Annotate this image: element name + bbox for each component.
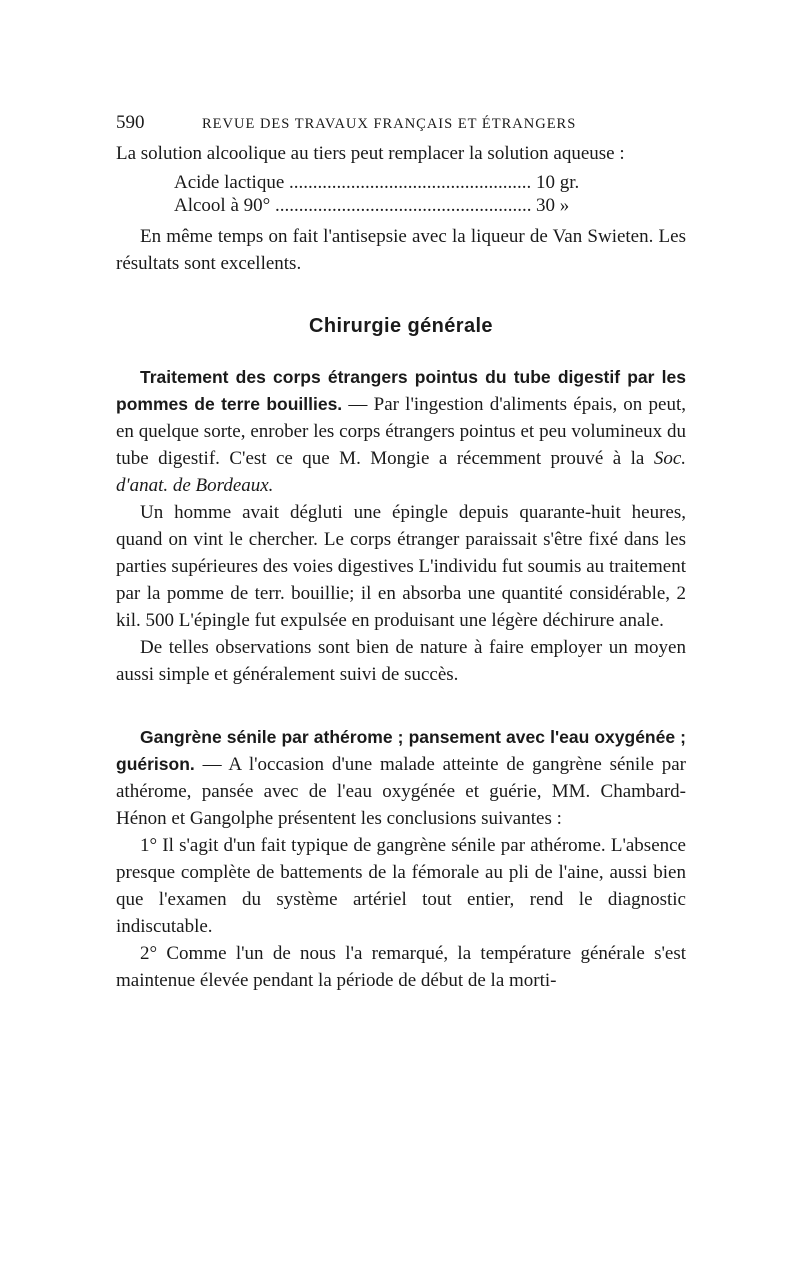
recipe-line: [174, 194, 602, 217]
article-paragraph: 1° Il s'agit d'un fait typique de gangrène sénile par athérome. L'absence presque complète de battements de la fémorale au pli de l'aine, aussi bien que l'examen du système artériel tout entier, rend le diagnostic indiscutable.: [116, 835, 686, 937]
article-text: — A l'occasion d'une malade atteinte de gangrène sénile par athérome, pansée avec de l'eau oxygénée et guérie, MM. Chambard-Hénon et Gangolphe présentent les conclusions suivantes :: [116, 754, 686, 829]
page-number: 590: [116, 112, 145, 133]
article-paragraph: Un homme avait dégluti une épingle depuis quarante-huit heures, quand on vint le chercher. Le corps étranger paraissait s'être fixé dans les parties supérieures des voies digestives L'individu fut soumis au traitement par la pomme de terr. bouillie; il en absorba une quantité considérable, 2 kil. 500 L'épingle fut expulsée en produisant une légère déchirure anale.: [116, 502, 686, 631]
article-paragraph: [116, 364, 686, 499]
article-text: — Par l'ingestion d'aliments épais, on peut, en quelque sorte, enrober les corps étrangers pointus et peu volumineux du tube digestif. C'est ce que M. Mongie a récemment prouvé à la: [116, 394, 687, 469]
article-paragraph: 2° Comme l'un de nous l'a remarqué, la température générale s'est maintenue élevée pendant la période de début de la morti-: [116, 943, 686, 991]
recipe-ingredient: Alcool à 90° .....: [174, 194, 532, 217]
recipe-list: [116, 171, 686, 217]
recipe-amount: 30 »: [536, 195, 570, 216]
citation: Soc. d'anat. de Bordeaux.: [116, 448, 686, 496]
antisepsie-paragraph: En même temps on fait l'antisepsie avec la liqueur de Van Swieten. Les résultats sont excellents.: [116, 226, 686, 274]
article-lead: Traitement des corps étrangers pointus du tube digestif par les pommes de terre bouillies.: [116, 367, 686, 414]
article-paragraph: [116, 724, 686, 832]
book-page: [116, 112, 686, 994]
spacer: [116, 688, 686, 724]
section-title: Chirurgie générale: [309, 315, 493, 337]
recipe-amount: 10 gr.: [536, 172, 580, 193]
article-paragraph: De telles observations sont bien de nature à faire employer un moyen aussi simple et généralement suivi de succès.: [116, 637, 686, 685]
recipe-line: [174, 171, 602, 194]
recipe-ingredient: Acide lactique .....: [174, 171, 532, 194]
intro-paragraph: La solution alcoolique au tiers peut remplacer la solution aqueuse :: [116, 143, 625, 164]
running-title: REVUE DES TRAVAUX FRANÇAIS ET ÉTRANGERS: [202, 116, 577, 132]
running-head: [116, 112, 686, 140]
article-lead: Gangrène sénile par athérome ; pansement avec l'eau oxygénée ; guérison.: [116, 727, 686, 774]
